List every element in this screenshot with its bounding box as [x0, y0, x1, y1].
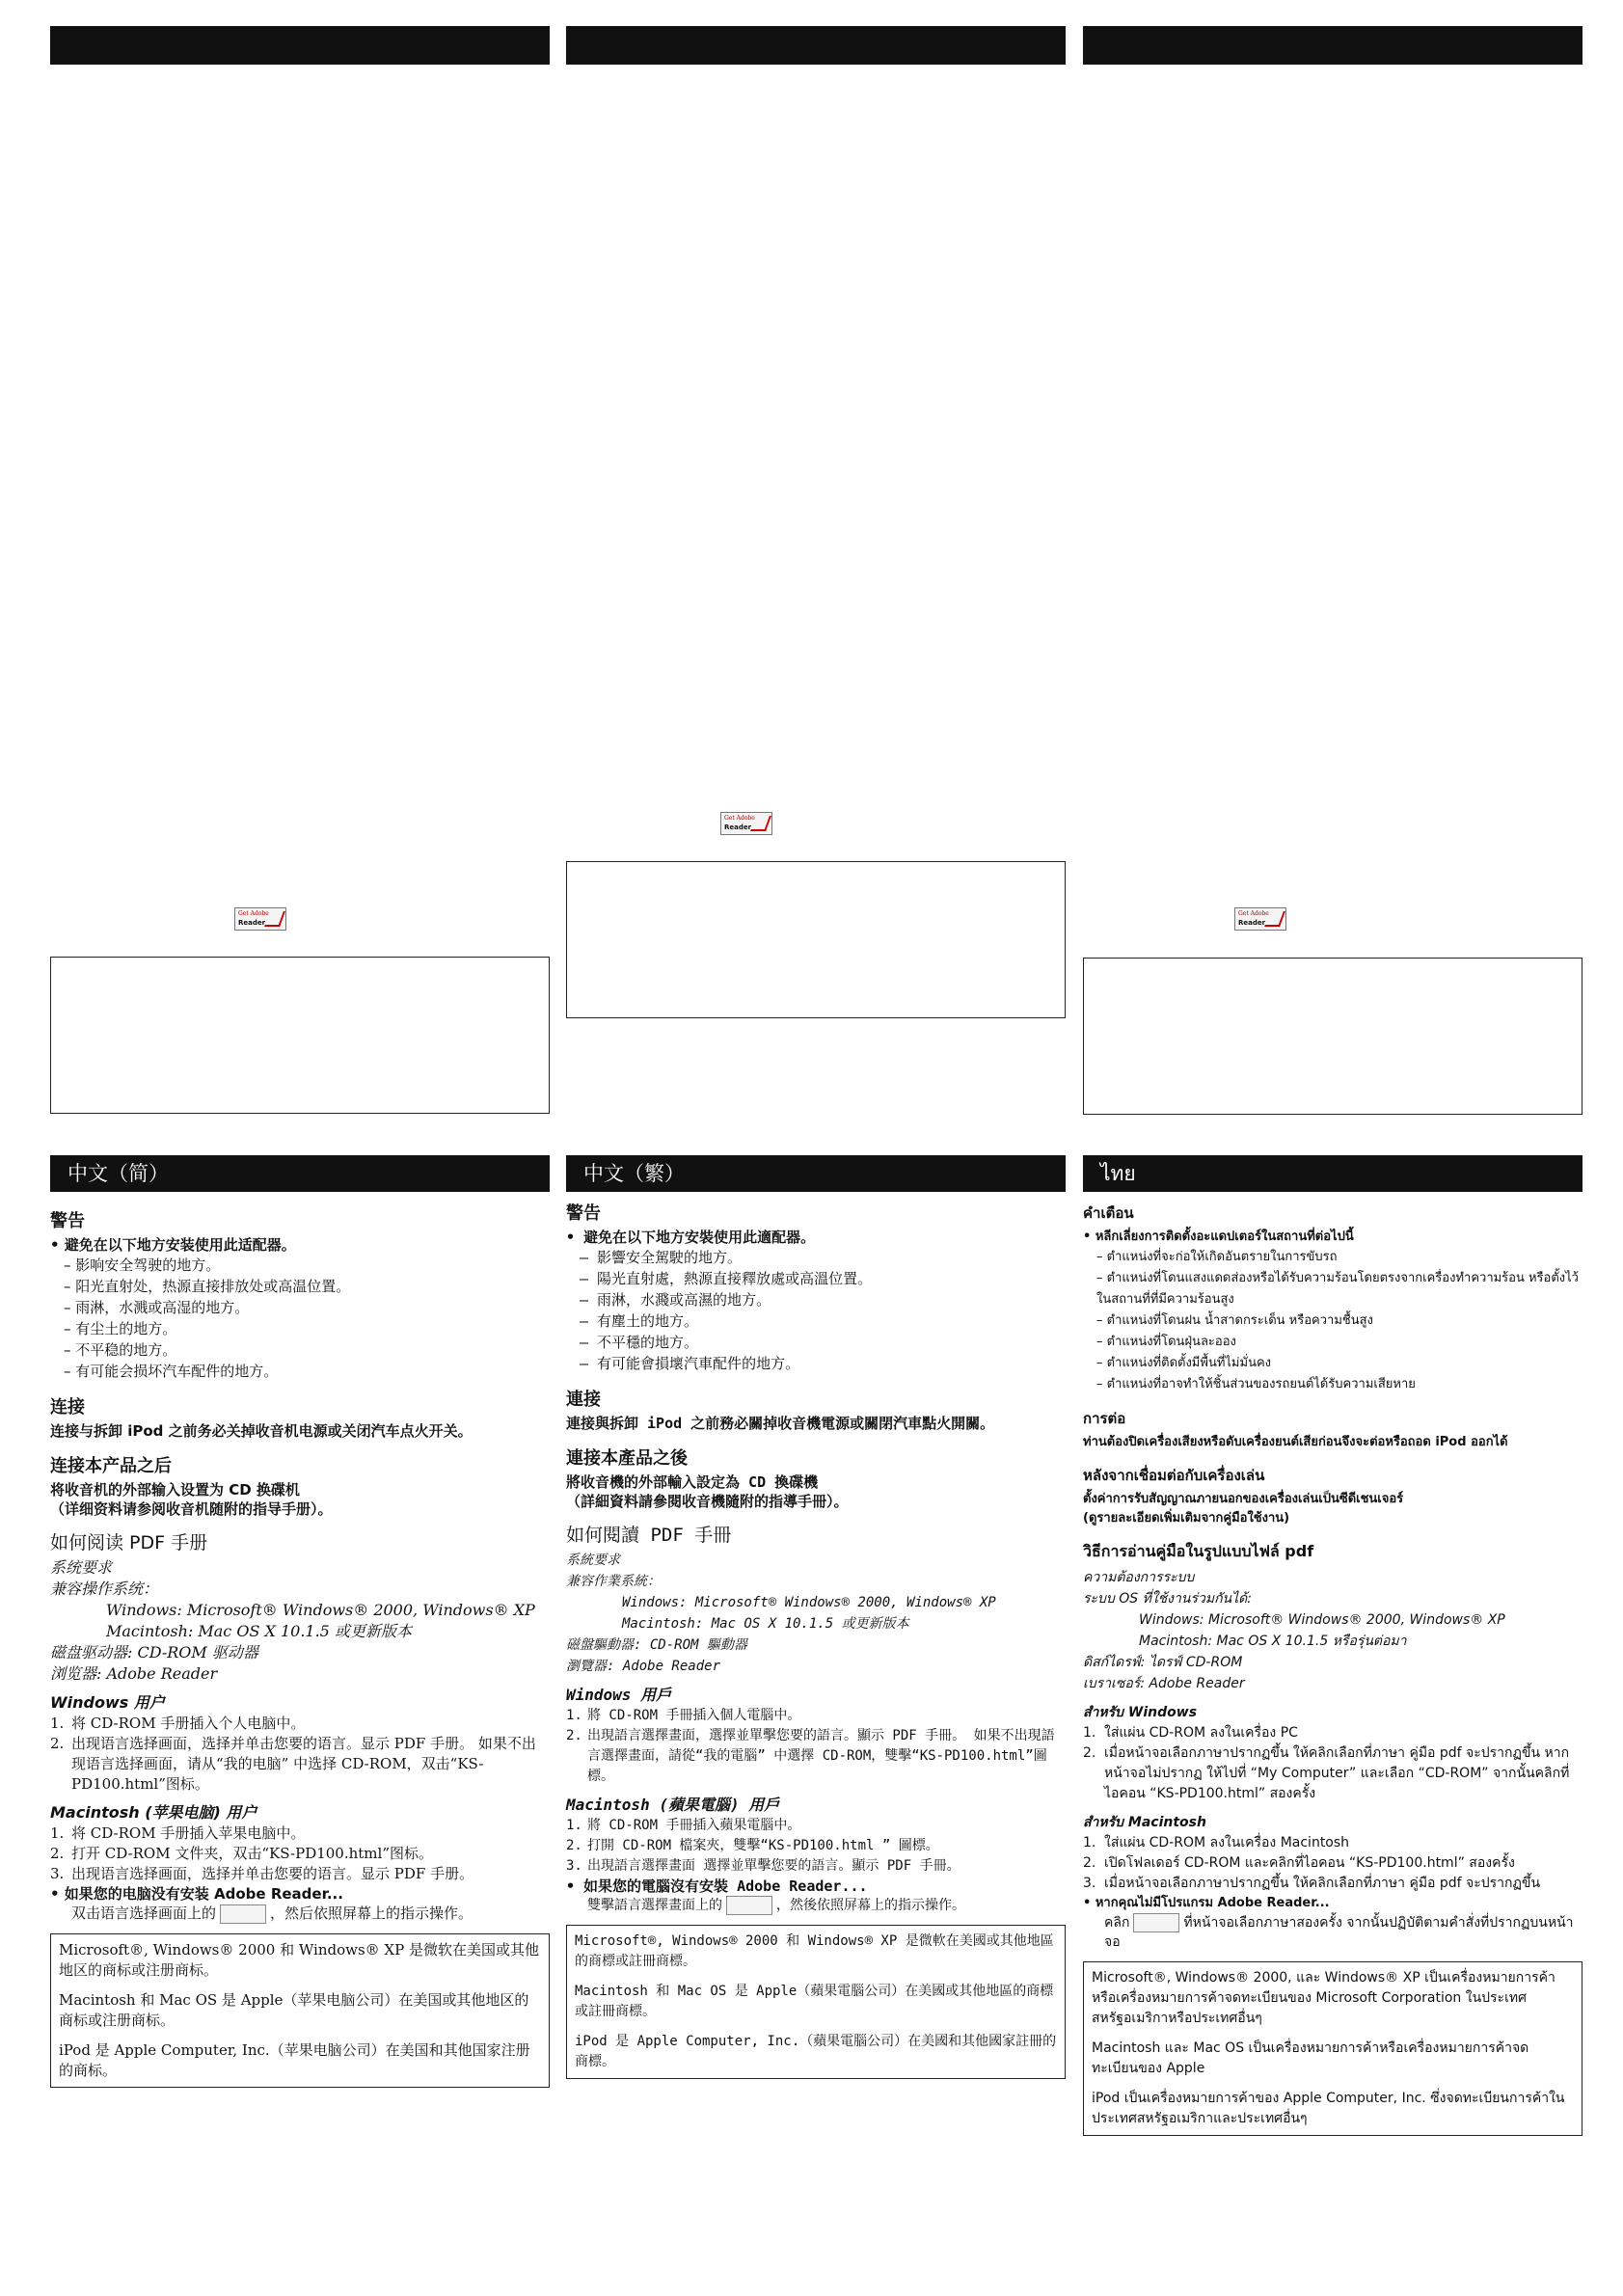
after-connect-text: 将收音机的外部输入设置为 CD 换碟机	[50, 1481, 300, 1499]
compatible-os: 兼容作業系統：	[566, 1574, 661, 1589]
warning-title: 警告	[566, 1203, 601, 1224]
empty-box-middle	[566, 861, 1066, 1018]
after-connect-note: （詳細資料請參閱收音機隨附的指導手冊）。	[566, 1493, 849, 1510]
section-header: 中文（简）	[50, 1155, 550, 1192]
no-reader-title: • 如果您的電腦沒有安裝 Adobe Reader...	[566, 1877, 868, 1895]
warning-title: 警告	[50, 1211, 85, 1231]
trademark-text: Microsoft®, Windows® 2000, และ Windows® XP เป็นเครื่องหมายการค้าหรือเครื่องหมายการค้าจดทะเบียนของ Microsoft Corporation ในประเทศสหรัฐอเมริกาหรือประเทศอื่นๆ	[1092, 1970, 1555, 2026]
warning-item: – ตำแหน่งที่จะก่อให้เกิดอันตรายในการขับรถ	[1096, 1250, 1338, 1264]
mac-step: 3. เมื่อหน้าจอเลือกภาษาปรากฏขึ้น ให้คลิกเลือกที่ภาษา คู่มือ pdf จะปรากฏขึ้น	[1083, 1876, 1541, 1891]
trademark-text: iPod 是 Apple Computer, Inc.（蘋果電腦公司）在美國和其他國家註冊的商標。	[575, 2034, 1057, 2069]
top-bar-right	[1083, 26, 1582, 65]
windows-os: Windows: Microsoft® Windows® 2000, Windows® XP	[106, 1601, 535, 1619]
warning-item: – 不平穩的地方。	[580, 1334, 699, 1351]
after-connect-title: 連接本產品之後	[566, 1448, 688, 1469]
connect-title: 连接	[50, 1397, 85, 1418]
windows-step: 2. เมื่อหน้าจอเลือกภาษาปรากฏขึ้น ให้คลิกเลือกที่ภาษา คู่มือ pdf จะปรากฏขึ้น หากหน้าจอไม่ปรากฏ ให้ไปที่ “My Computer” และเลือก “CD-ROM” จากนั้นคลิกที่ไอคอน “KS-PD100.html” สองครั้ง	[1083, 1745, 1570, 1801]
no-reader-title: • หากคุณไม่มีโปรแกรม Adobe Reader...	[1083, 1896, 1330, 1910]
browser: 瀏覽器: Adobe Reader	[566, 1659, 721, 1674]
adobe-reader-logo	[1234, 907, 1286, 931]
trademark-text: Macintosh และ Mac OS เป็นเครื่องหมายการค้าหรือเครื่องหมายการค้าจดทะเบียนของ Apple	[1092, 2040, 1529, 2076]
mac-step: 3. 出現語言選擇畫面 選擇並單擊您要的語言。顯示 PDF 手冊。	[566, 1858, 960, 1874]
windows-title: สำหรับ Windows	[1083, 1705, 1198, 1720]
mac-title: Macintosh (蘋果電腦) 用戶	[566, 1796, 780, 1814]
after-connect-title: 连接本产品之后	[50, 1456, 172, 1476]
disk-drive: 磁盘驱动器: CD-ROM 驱动器	[50, 1643, 258, 1661]
section-header: 中文（繁）	[566, 1155, 1066, 1192]
windows-step: 1. ใส่แผ่น CD-ROM ลงในเครื่อง PC	[1083, 1725, 1298, 1741]
compatible-os: ระบบ OS ที่ใช้งานร่วมกันได้:	[1083, 1591, 1252, 1607]
warning-item: – ตำแหน่งที่โดนแสงแดดส่องหรือได้รับความร้อนโดยตรงจากเครื่องทำความร้อน หรือตั้งไว้ในสถานที่ที่มีความร้อนสูง	[1096, 1271, 1579, 1307]
warning-bullet: • 避免在以下地方安装使用此适配器。	[50, 1236, 296, 1254]
mac-step: 1. 将 CD-ROM 手册插入苹果电脑中。	[50, 1824, 306, 1842]
adobe-logo-reader: Reader	[724, 824, 752, 831]
mac-step: 2. 打開 CD-ROM 檔案夾，雙擊“KS-PD100.html ” 圖標。	[566, 1838, 939, 1853]
empty-box-right	[1083, 958, 1582, 1115]
adobe-logo-text: Get Adobe	[1238, 910, 1269, 917]
compatible-os: 兼容操作系统：	[50, 1580, 159, 1598]
trademark-text: iPod เป็นเครื่องหมายการค้าของ Apple Computer, Inc. ซึ่งจดทะเบียนการค้าในประเทศสหรัฐอเมริกาและประเทศอื่นๆ	[1092, 2091, 1565, 2126]
adobe-logo-reader: Reader	[238, 919, 266, 927]
warning-item: – 雨淋，水濺或高濕的地方。	[580, 1291, 771, 1309]
windows-os: Windows: Microsoft® Windows® 2000, Windows® XP	[1139, 1612, 1505, 1628]
trademark-box	[566, 1925, 1066, 2079]
after-connect-note: （详细资料请参阅收音机随附的指导手册）。	[50, 1500, 333, 1518]
mac-step: 1. 將 CD-ROM 手冊插入蘋果電腦中。	[566, 1818, 801, 1833]
warning-bullet: • 避免在以下地方安裝使用此適配器。	[566, 1229, 816, 1246]
warning-item: – 有尘土的地方。	[64, 1320, 177, 1337]
connect-text: ท่านต้องปิดเครื่องเสียงหรือดับเครื่องยนต์เสียก่อนจึงจะต่อหรือถอด iPod ออกได้	[1083, 1435, 1508, 1449]
adobe-logo-text: Get Adobe	[238, 910, 269, 917]
read-pdf-title: วิธีการอ่านคู่มือในรูปแบบไฟล์ pdf	[1083, 1542, 1314, 1560]
no-reader-title: • 如果您的电脑没有安装 Adobe Reader...	[50, 1885, 343, 1903]
mac-title: สำหรับ Macintosh	[1083, 1815, 1206, 1830]
trademark-text: iPod 是 Apple Computer, Inc.（苹果电脑公司）在美国和其他国家注册的商标。	[59, 2041, 530, 2079]
no-reader-note: 雙擊語言選擇畫面上的 ，然後依照屏幕上的指示操作。	[587, 1898, 965, 1913]
disk-drive: 磁盤驅動器: CD-ROM 驅動器	[566, 1637, 747, 1653]
adobe-reader-inline-icon[interactable]	[726, 1896, 772, 1915]
no-reader-note: 双击语言选择画面上的 ，然后依照屏幕上的指示操作。	[71, 1904, 473, 1922]
trademark-text: Macintosh 和 Mac OS 是 Apple（苹果电脑公司）在美国或其他地区的商标或注册商标。	[59, 1991, 529, 2029]
windows-title: Windows 用户	[50, 1693, 165, 1712]
mac-step: 2. เปิดโฟลเดอร์ CD-ROM และคลิกที่ไอคอน “KS-PD100.html” สองครั้ง	[1083, 1855, 1515, 1871]
connect-title: การต่อ	[1083, 1410, 1126, 1427]
system-requirements: ความต้องการระบบ	[1083, 1570, 1195, 1585]
trademark-text: Microsoft®, Windows® 2000 和 Windows® XP 是微软在美国或其他地区的商标或注册商标。	[59, 1941, 539, 1979]
windows-os: Windows: Microsoft® Windows® 2000, Windows® XP	[622, 1595, 996, 1610]
warning-bullet: • หลีกเลี่ยงการติดตั้งอะแดปเตอร์ในสถานที่ต่อไปนี้	[1083, 1229, 1354, 1244]
column-thai	[1083, 1155, 1582, 2136]
warning-item: – ตำแหน่งที่โดนฝุ่นละออง	[1096, 1335, 1236, 1349]
adobe-reader-inline-icon[interactable]	[220, 1904, 266, 1924]
trademark-text: Macintosh 和 Mac OS 是 Apple（蘋果電腦公司）在美國或其他地區的商標或註冊商標。	[575, 1984, 1054, 2019]
mac-title: Macintosh (苹果电脑) 用户	[50, 1803, 257, 1822]
browser: เบราเซอร์: Adobe Reader	[1083, 1676, 1245, 1691]
mac-os: Macintosh: Mac OS X 10.1.5 หรือรุ่นต่อมา	[1139, 1634, 1407, 1649]
adobe-logo-reader: Reader	[1238, 919, 1266, 927]
windows-step: 1. 将 CD-ROM 手册插入个人电脑中。	[50, 1715, 306, 1732]
warning-item: – 有可能会损坏汽车配件的地方。	[64, 1363, 279, 1380]
mac-os: Macintosh: Mac OS X 10.1.5 或更新版本	[622, 1616, 909, 1632]
adobe-reader-logo	[720, 812, 772, 835]
browser: 浏览器: Adobe Reader	[50, 1664, 218, 1683]
connect-title: 連接	[566, 1390, 601, 1410]
windows-title: Windows 用戶	[566, 1686, 672, 1704]
mac-step: 2. 打开 CD-ROM 文件夹，双击“KS-PD100.html”图标。	[50, 1845, 434, 1862]
adobe-logo-text: Get Adobe	[724, 815, 755, 822]
top-bar-left	[50, 26, 550, 65]
empty-box-left	[50, 957, 550, 1114]
trademark-box	[1083, 1961, 1582, 2136]
warning-item: – 雨淋，水溅或高湿的地方。	[64, 1299, 250, 1316]
after-connect-text: 將收音機的外部輸入設定為 CD 換碟機	[566, 1473, 819, 1491]
warning-item: – 不平稳的地方。	[64, 1341, 177, 1359]
after-connect-title: หลังจากเชื่อมต่อกับเครื่องเล่น	[1083, 1467, 1265, 1484]
warning-title: คำเตือน	[1083, 1204, 1134, 1222]
column-simplified-chinese	[50, 1155, 550, 2088]
warning-item: – ตำแหน่งที่ติดตั้งมีพื้นที่ไม่มั่นคง	[1096, 1356, 1272, 1370]
warning-item: – ตำแหน่งที่อาจทำให้ชิ้นส่วนของรถยนต์ได้รับความเสียหาย	[1096, 1377, 1416, 1391]
mac-os: Macintosh: Mac OS X 10.1.5 或更新版本	[106, 1622, 412, 1640]
windows-step: 2. 出現語言選擇畫面，選擇並單擊您要的語言。顯示 PDF 手冊。 如果不出現語言選擇畫面，請從“我的電腦” 中選擇 CD-ROM，雙擊“KS-PD100.html”圖標。	[566, 1728, 1055, 1784]
warning-item: – 阳光直射处，热源直接排放处或高温位置。	[64, 1278, 351, 1295]
warning-item: – 影响安全驾驶的地方。	[64, 1256, 221, 1274]
warning-item: – 影響安全駕駛的地方。	[580, 1249, 743, 1266]
section-header: ไทย	[1083, 1155, 1582, 1192]
read-pdf-title: 如何阅读 PDF 手册	[50, 1532, 208, 1553]
disk-drive: ดิสก์ไดรฟ์: ไดรฟ์ CD-ROM	[1083, 1655, 1243, 1670]
warning-item: – 有可能會損壞汽車配件的地方。	[580, 1355, 800, 1372]
after-connect-text: ตั้งค่าการรับสัญญาณภายนอกของเครื่องเล่นเป็นซีดีเชนเจอร์	[1083, 1492, 1404, 1506]
system-requirements: 系統要求	[566, 1553, 620, 1568]
system-requirements: 系统要求	[50, 1558, 113, 1577]
warning-item: – ตำแหน่งที่โดนฝน น้ำสาดกระเด็น หรือความชื้นสูง	[1096, 1313, 1373, 1328]
no-reader-note: คลิก ที่หน้าจอเลือกภาษาสองครั้ง จากนั้นปฏิบัติตามคำสั่งที่ปรากฏบนหน้าจอ	[1104, 1915, 1574, 1950]
trademark-text: Microsoft®, Windows® 2000 和 Windows® XP 是微軟在美國或其他地區的商標或註冊商標。	[575, 1933, 1054, 1969]
warning-item: – 陽光直射處，熱源直接釋放處或高溫位置。	[580, 1270, 873, 1287]
mac-step: 3. 出现语言选择画面，选择并单击您要的语言。显示 PDF 手册。	[50, 1865, 474, 1882]
mac-step: 1. ใส่แผ่น CD-ROM ลงในเครื่อง Macintosh	[1083, 1835, 1350, 1850]
column-traditional-chinese	[566, 1155, 1066, 2079]
connect-text: 连接与拆卸 iPod 之前务必关掉收音机电源或关闭汽车点火开关。	[50, 1422, 473, 1440]
read-pdf-title: 如何閱讀 PDF 手冊	[566, 1525, 732, 1546]
trademark-box	[50, 1933, 550, 2088]
windows-step: 2. 出现语言选择画面，选择并单击您要的语言。显示 PDF 手册。 如果不出现语言选择画面，请从“我的电脑” 中选择 CD-ROM，双击“KS-PD100.html”图标。	[50, 1735, 536, 1793]
after-connect-note: (ดูรายละเอียดเพิ่มเติมจากคู่มือใช้งาน)	[1083, 1511, 1290, 1526]
top-bar-middle	[566, 26, 1066, 65]
adobe-reader-logo	[234, 907, 286, 931]
connect-text: 連接與拆卸 iPod 之前務必關掉收音機電源或關閉汽車點火開關。	[566, 1415, 995, 1432]
warning-item: – 有塵土的地方。	[580, 1312, 699, 1330]
adobe-reader-inline-icon[interactable]	[1133, 1913, 1179, 1932]
windows-step: 1. 將 CD-ROM 手冊插入個人電腦中。	[566, 1708, 801, 1723]
